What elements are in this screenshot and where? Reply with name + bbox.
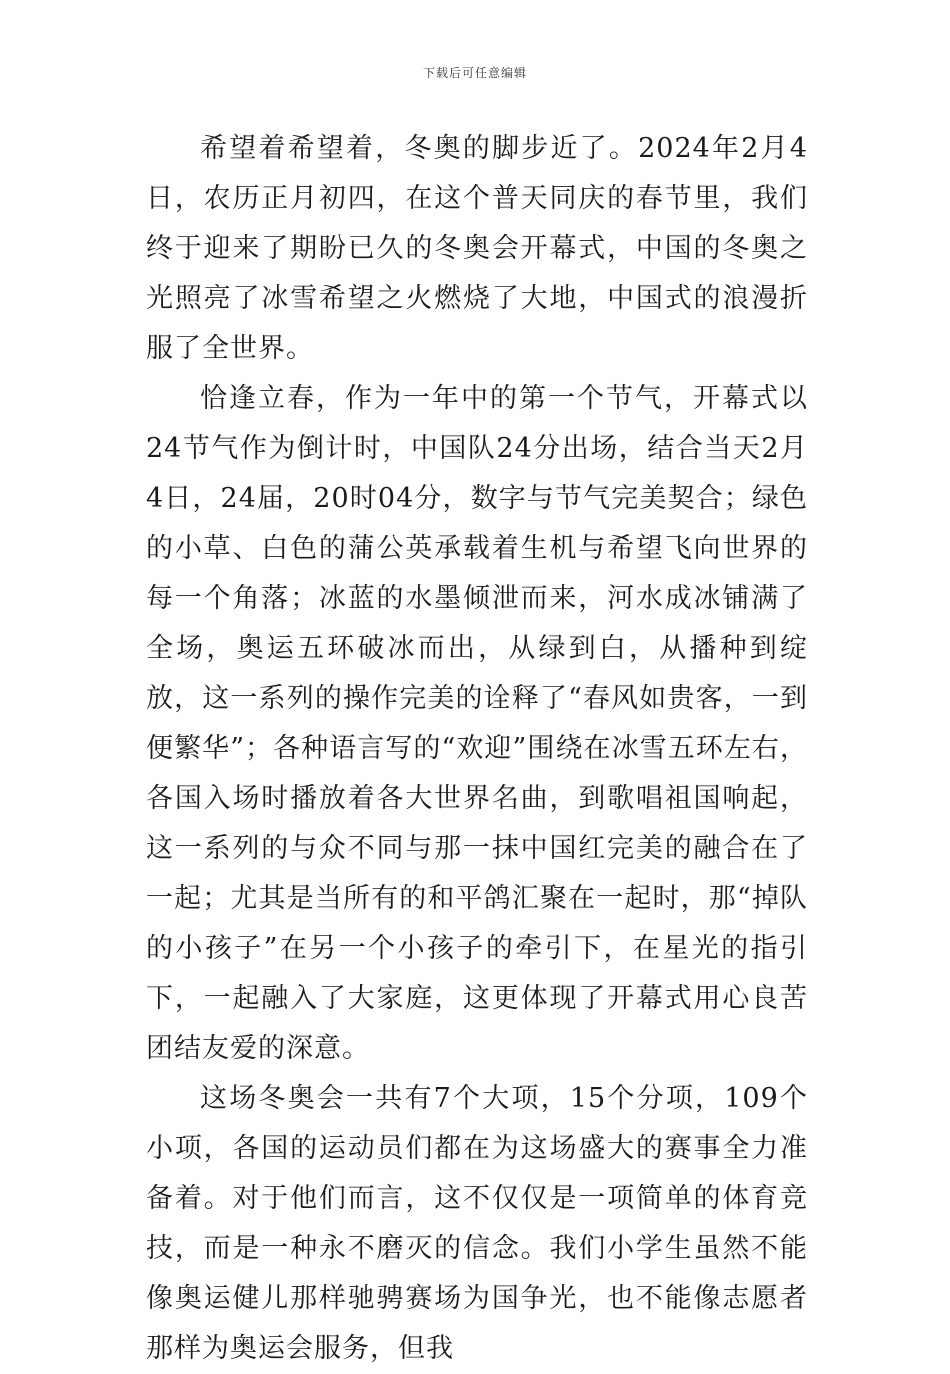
paragraph-spring-solar-term: 恰逢立春，作为一年中的第一个节气，开幕式以24节气作为倒计时，中国队24分出场，结合当天2月4日，24届，20时04分，数字与节气完美契合；绿色的小草、白色的蒲公英承载着生机与希望飞向世界的每一个角落；冰蓝的水墨倾泄而来，河水成冰铺满了全场，奥运五环破冰而出，从绿到白，从播种到绽放，这一系列的操作完美的诠释了“春风如贵客，一到便繁华”；各种语言写的“欢迎”围绕在冰雪五环左右，各国入场时播放着各大世界名曲，到歌唱祖国响起，这一系列的与众不同与那一抹中国红完美的融合在了一起；尤其是当所有的和平鸽汇聚在一起时，那“掉队的小孩子”在另一个小孩子的牵引下，在星光的指引下，一起融入了大家庭，这更体现了开幕式用心良苦团结友爱的深意。	[146, 383, 808, 1064]
header-note: 下载后可任意编辑	[422, 66, 527, 80]
paragraph-opening-ceremony: 希望着希望着，冬奥的脚步近了。2024年2月4日，农历正月初四，在这个普天同庆的春节里，我们终于迎来了期盼已久的冬奥会开幕式，中国的冬奥之光照亮了冰雪希望之火燃烧了大地，中国式的浪漫折服了全世界。	[146, 133, 808, 364]
document-body	[146, 124, 808, 1374]
paragraph-events-and-athletes: 这场冬奥会一共有7个大项，15个分项，109个小项，各国的运动员们都在为这场盛大的赛事全力准备着。对于他们而言，这不仅仅是一项简单的体育竞技，而是一种永不磨灭的信念。我们小学生虽然不能像奥运健儿那样驰骋赛场为国争光，也不能像志愿者那样为奥运会服务，但我	[146, 1083, 808, 1364]
